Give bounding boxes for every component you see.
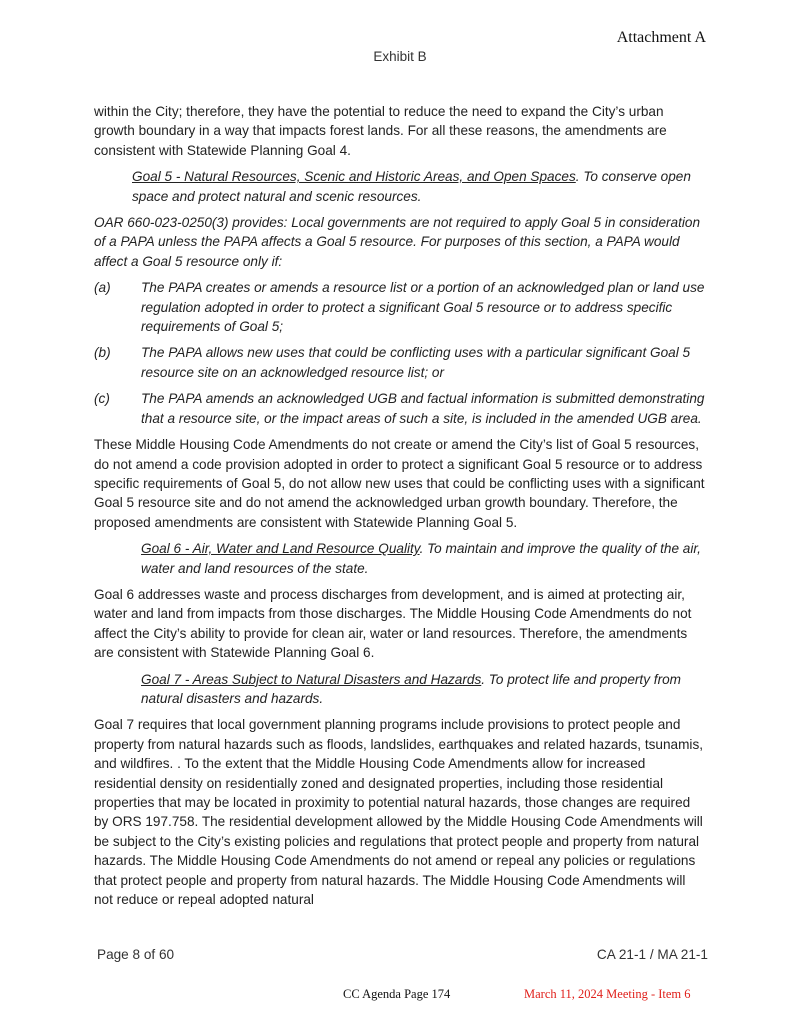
goal6-description: . To maintain and improve the quality of the air, water and land resources of the state. <box>141 541 701 576</box>
agenda-page: CC Agenda Page 174 <box>343 987 451 1001</box>
paragraph-goal7-analysis: Goal 7 requires that local government planning programs include provisions to protect people and property from natural hazards such as floods, landslides, earthquakes and related hazards, tsunamis, and wildfires. . To the extent that the Middle Housing Code Amendments allow for increased residential density on residentially zoned and designated properties, including those residential properties that may be located in proximity to potential natural hazards, those changes are required by ORS 197.758. The residential development allowed by the Middle Housing Code Amendments will be subject to the City’s existing policies and regulations that protect people and property from natural hazards. The Middle Housing Code Amendments do not amend or repeal any policies or regulations that protect people and property from natural hazards. The Middle Housing Code Amendments will not reduce or repeal adopted natural <box>94 717 704 908</box>
goal7-title: Goal 7 - Areas Subject to Natural Disasters and Hazards <box>141 671 482 687</box>
list-item-label: (c) <box>94 391 110 407</box>
paragraph-goal5-analysis: These Middle Housing Code Amendments do not create or amend the City’s list of Goal 5 resources, do not amend a code provision adopted in order to protect a significant Goal 5 resource or to address specific requirements of Goal 5, do not allow new uses that could be conflicting uses with a significant Goal 5 resource site and do not amend the acknowledged urban growth boundary. Therefore, the proposed amendments are consistent with Statewide Planning Goal 5. <box>94 437 705 530</box>
goal7-description: . To protect life and property from natural disasters and hazards. <box>141 671 681 706</box>
oar-paragraph: OAR 660-023-0250(3) provides: Local governments are not required to apply Goal 5 in consideration of a PAPA unless the PAPA affects a Goal 5 resource. For purposes of this section, a PAPA would affect a Goal 5 resource only if: <box>94 215 701 269</box>
goal7-heading <box>141 670 706 709</box>
list-item <box>94 389 706 428</box>
list-item <box>94 343 706 382</box>
exhibit-label: Exhibit B <box>373 49 427 64</box>
document-body <box>94 102 706 916</box>
meeting-label: March 11, 2024 Meeting - Item 6 <box>524 987 691 1001</box>
attachment-label: Attachment A <box>616 29 706 46</box>
goal6-title: Goal 6 - Air, Water and Land Resource Quality <box>141 541 420 557</box>
goal5-heading <box>132 167 706 206</box>
paragraph-goal6-analysis: Goal 6 addresses waste and process discharges from development, and is aimed at protecting air, water and land from impacts from those discharges. The Middle Housing Code Amendments do not affect the City’s ability to provide for clean air, water or land resources. Therefore, the amendments are consistent with Statewide Planning Goal 6. <box>94 586 692 661</box>
list-item-label: (b) <box>94 345 111 361</box>
case-number: CA 21-1 / MA 21-1 <box>596 947 708 962</box>
list-item-label: (a) <box>94 280 111 296</box>
list-item-text: The PAPA amends an acknowledged UGB and factual information is submitted demonstrating that a resource site, or the impact areas of such a site, is included in the amended UGB area. <box>141 391 705 426</box>
goal5-title: Goal 5 - Natural Resources, Scenic and Historic Areas, and Open Spaces <box>132 169 576 185</box>
goal5-description: . To conserve open space and protect natural and scenic resources. <box>132 169 691 204</box>
page-number: Page 8 of 60 <box>97 947 175 962</box>
list-item-text: The PAPA creates or amends a resource list or a portion of an acknowledged plan or land use regulation adopted in order to protect a significant Goal 5 resource or to address specific requirements of Goal 5; <box>141 280 705 335</box>
paragraph-goal4-conclusion: within the City; therefore, they have the potential to reduce the need to expand the City’s urban growth boundary in a way that impacts forest lands. For all these reasons, the amendments are consistent with Statewide Planning Goal 4. <box>94 104 667 158</box>
list-item <box>94 278 706 336</box>
list-item-text: The PAPA allows new uses that could be conflicting uses with a particular significant Goal 5 resource site on an acknowledged resource list; or <box>141 345 691 380</box>
goal6-heading <box>141 539 706 578</box>
